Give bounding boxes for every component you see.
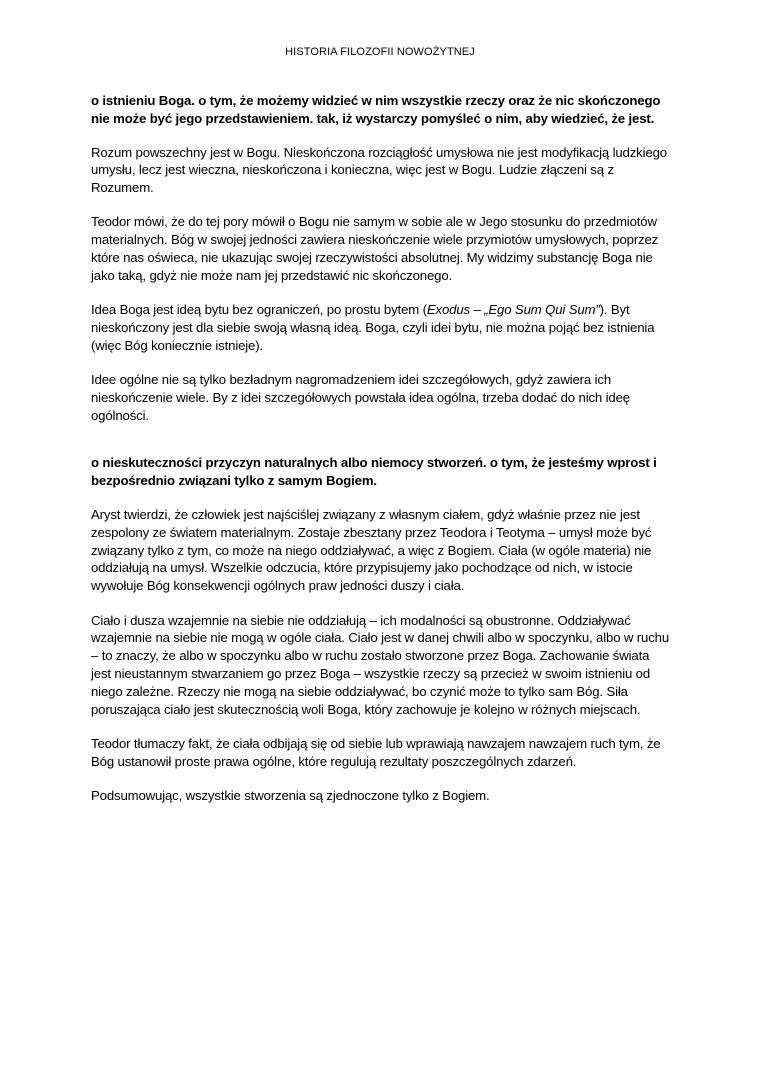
paragraph-teodor-laws: Teodor tłumaczy fakt, że ciała odbijają się od siebie lub wprawiają nawzajem nawzajem ruch tym, że Bóg ustanowił proste prawa ogólne, które regulują rezultaty poszczególnych zdarzeń. — [91, 735, 661, 769]
paragraph-aryst: Aryst twierdzi, że człowiek jest najściślej związany z własnym ciałem, gdyż właśnie przez nie jest zespolony ze światem materialnym. Zostaje zbesztany przez Teodora i Teotyma – umysł może być związany tylko z tym, co może na niego oddziaływać, a więc z Bogiem. Ciała (w ogóle materia) nie oddziałują na umysł. Wszelkie odczucia, które przypisujemy jako pochodzące od nich, w istocie wywołuje Bóg konsekwencji ogólnych praw jedności duszy i ciała. — [91, 507, 652, 594]
section-heading-existence-of-god: o istnieniu Boga. o tym, że możemy widzieć w nim wszystkie rzeczy oraz że nic skończonego nie może być jego przedstawieniem. tak, iż wystarczy pomyśleć o nim, aby wiedzieć, że jest. — [91, 93, 661, 126]
page-content — [91, 92, 671, 821]
paragraph-idea-of-god-text-1: Idea Boga jest ideą bytu bez ograniczeń, po prostu bytem ( — [91, 302, 427, 318]
paragraph-universal-reason: Rozum powszechny jest w Bogu. Nieskończona rozciągłość umysłowa nie jest modyfikacją ludzkiego umysłu, lecz jest wieczna, nieskończona i konieczna, więc jest w Bogu. Ludzie złączeni są z Rozumem. — [91, 144, 667, 196]
section-heading-natural-causes: o nieskuteczności przyczyn naturalnych albo niemocy stworzeń. o tym, że jesteśmy wprost i bezpośrednio związani tylko z samym Bogiem. — [91, 455, 657, 489]
exodus-quote: Exodus – „Ego Sum Qui Sum” — [426, 302, 600, 318]
paragraph-general-ideas: Idee ogólne nie są tylko bezładnym nagromadzeniem idei szczegółowych, gdyż zawiera ich nieskończenie wiele. By z idei szczegółowych powstała idea ogólna, trzeba dodać do nich ideę ogólności. — [91, 372, 630, 423]
paragraph-summary: Podsumowując, wszystkie stworzenia są zjednoczone tylko z Bogiem. — [91, 787, 490, 803]
paragraph-idea-of-god — [91, 301, 671, 354]
paragraph-idea-of-god-text-2: ). Byt nieskończony jest dla siebie swoją własną ideą. Boga, czyli idei bytu, nie można pojąć bez istnienia (więc Bóg koniecznie istnieje). — [91, 302, 655, 353]
paragraph-body-and-soul: Ciało i dusza wzajemnie na siebie nie oddziałują – ich modalności są obustronne. Oddziaływać wzajemnie na siebie nie mogą w ogóle ciała. Ciało jest w danej chwili albo w spoczynku, albo w ruchu – to znaczy, że albo w spoczynku albo w ruchu zostało stworzone przez Boga. Zachowanie świata jest nieustannym stwarzaniem go przez Boga – wszystkie rzeczy są przecież w swoim istnieniu od niego zależne. Rzeczy nie mogą na siebie oddziaływać, bo czynić może to tylko sam Bóg. Siła poruszająca ciało jest skutecznością woli Boga, który zachowuje je kolejno w różnych miejscach. — [91, 612, 670, 717]
paragraph-teodor-on-god: Teodor mówi, że do tej pory mówił o Bogu nie samym w sobie ale w Jego stosunku do przedmiotów materialnych. Bóg w swojej jedności zawiera nieskończenie wiele przymiotów umysłowych, poprzez które nas oświeca, nie ukazując swojej rzeczywistości absolutnej. My widzimy substancję Boga nie jako taką, gdyż nie może nam jej przedstawić nic skończonego. — [91, 214, 659, 283]
running-header: HISTORIA FILOZOFII NOWOŻYTNEJ — [285, 46, 475, 58]
